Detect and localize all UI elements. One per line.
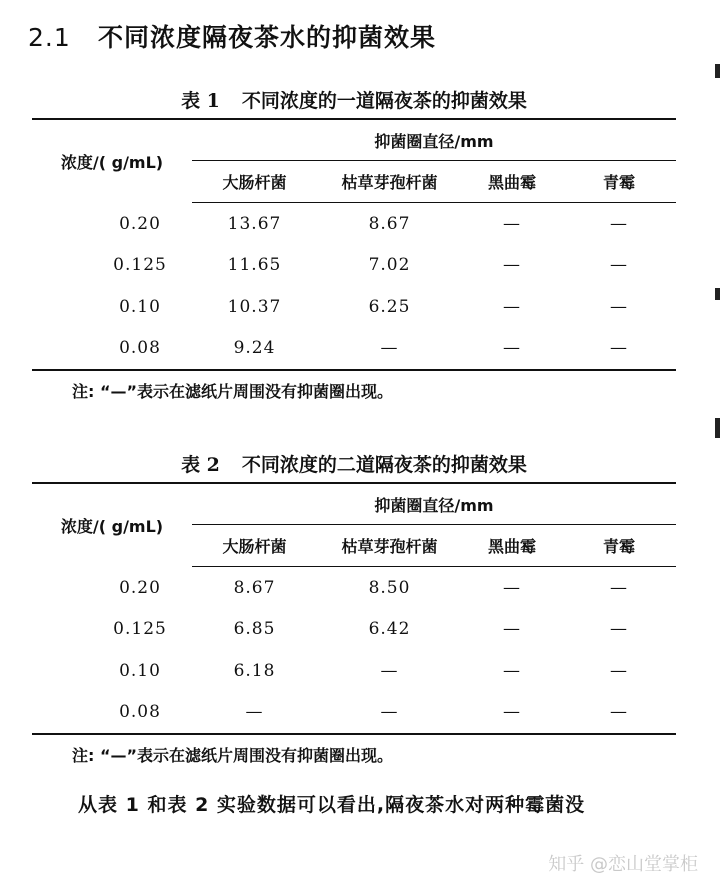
value-cell: — [610, 213, 628, 234]
concentration-cell: 0.08 [32, 692, 192, 735]
page-edge-mark [715, 418, 720, 438]
column-header: 黑曲霉 [462, 161, 562, 203]
value-cell: 6.85 [233, 619, 276, 640]
section-number: 2.1 [28, 23, 71, 52]
value-cell: — [610, 660, 628, 681]
concentration-cell: 0.08 [32, 328, 192, 371]
value-cell: 10.37 [227, 296, 282, 317]
value-cell: 6.18 [233, 660, 276, 681]
value-cell: 8.50 [368, 577, 411, 598]
table-row [32, 203, 676, 245]
value-cell: — [503, 619, 521, 640]
concentration-cell: 0.20 [119, 577, 161, 598]
table-1-grid [32, 118, 676, 371]
concentration-cell: 0.10 [119, 660, 161, 681]
table-2-grid [32, 482, 676, 735]
value-cell: — [192, 692, 317, 735]
concentration-header: 浓度/( g/mL) [32, 483, 192, 567]
column-header: 枯草芽孢杆菌 [317, 525, 462, 567]
value-cell: — [317, 328, 462, 371]
value-cell: — [380, 660, 399, 681]
inhibition-zone-header: 抑菌圈直径/mm [192, 119, 676, 161]
table-row [32, 286, 676, 328]
concentration-cell: 0.125 [113, 619, 167, 640]
page-edge-mark [715, 64, 720, 78]
table-1-caption [32, 84, 676, 118]
value-cell: — [503, 660, 521, 681]
section-title: 不同浓度隔夜茶水的抑菌效果 [98, 23, 437, 52]
value-cell: 6.42 [368, 619, 411, 640]
value-cell: — [562, 328, 676, 371]
page-edge-mark [715, 288, 720, 300]
concentration-header: 浓度/( g/mL) [32, 119, 192, 203]
value-cell: — [503, 255, 521, 276]
concentration-cell: 0.20 [119, 213, 161, 234]
table-1-title: 不同浓度的一道隔夜茶的抑菌效果 [241, 90, 527, 112]
column-header: 青霉 [562, 161, 676, 203]
value-cell: — [503, 577, 521, 598]
table-2-note: 注: “—”表示在滤纸片周围没有抑菌圈出现。 [72, 746, 394, 765]
table-row [32, 245, 676, 287]
column-header: 大肠杆菌 [192, 525, 317, 567]
summary-text: 从表 1 和表 2 实验数据可以看出,隔夜茶水对两种霉菌没 [78, 794, 586, 816]
table-row [32, 650, 676, 692]
table-2-label: 表 2 [181, 454, 220, 476]
value-cell: — [503, 296, 521, 317]
column-header: 黑曲霉 [462, 525, 562, 567]
table-2 [32, 448, 676, 766]
value-cell: — [610, 255, 628, 276]
table-1-note: 注: “—”表示在滤纸片周围没有抑菌圈出现。 [72, 382, 394, 401]
concentration-cell: 0.125 [113, 255, 167, 276]
table-row [32, 328, 676, 371]
value-cell: — [503, 213, 521, 234]
value-cell: 11.65 [227, 255, 282, 276]
table-1 [32, 84, 676, 402]
section-heading [28, 18, 436, 54]
table-row [32, 692, 676, 735]
value-cell: — [610, 296, 628, 317]
value-cell: — [317, 692, 462, 735]
value-cell: 8.67 [368, 213, 411, 234]
value-cell: 7.02 [368, 255, 411, 276]
value-cell: 8.67 [233, 577, 276, 598]
watermark: 知乎 @恋山堂掌柜 [548, 854, 698, 875]
concentration-cell: 0.10 [119, 296, 161, 317]
inhibition-zone-header: 抑菌圈直径/mm [192, 483, 676, 525]
value-cell: 9.24 [192, 328, 317, 371]
value-cell: 6.25 [368, 296, 411, 317]
table-row [32, 567, 676, 609]
column-header: 枯草芽孢杆菌 [317, 161, 462, 203]
column-header: 大肠杆菌 [192, 161, 317, 203]
table-2-title: 不同浓度的二道隔夜茶的抑菌效果 [241, 454, 527, 476]
table-1-label: 表 1 [181, 90, 220, 112]
value-cell: — [562, 692, 676, 735]
value-cell: — [462, 692, 562, 735]
table-2-caption [32, 448, 676, 482]
column-header: 青霉 [562, 525, 676, 567]
value-cell: — [610, 577, 628, 598]
value-cell: — [462, 328, 562, 371]
value-cell: — [610, 619, 628, 640]
table-row [32, 609, 676, 651]
value-cell: 13.67 [227, 213, 282, 234]
